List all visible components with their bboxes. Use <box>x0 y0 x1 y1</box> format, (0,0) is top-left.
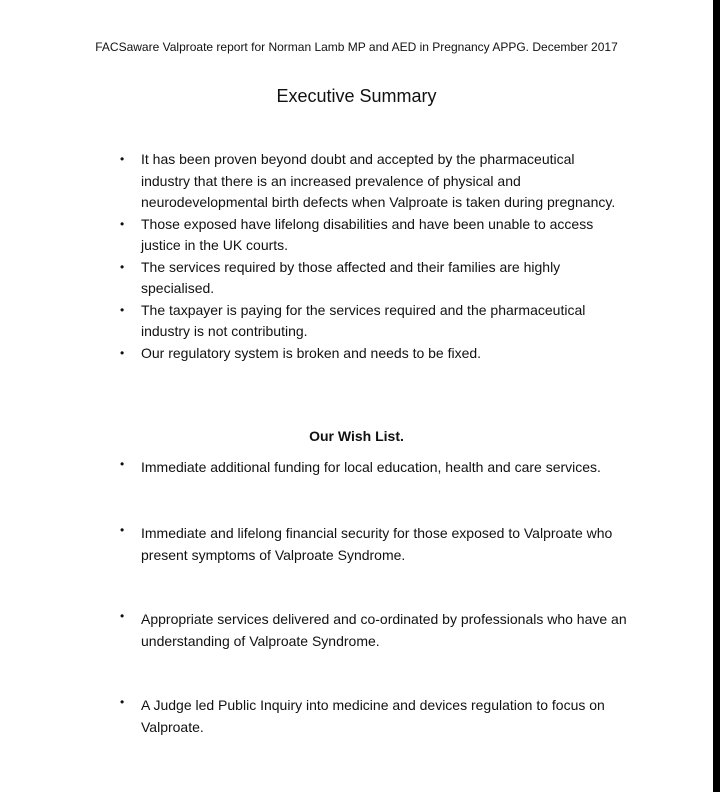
bullet-icon: • <box>120 523 125 537</box>
summary-text: Those exposed have lifelong disabilities and have been unable to access justice in the UK courts. <box>141 215 594 253</box>
bullet-icon: • <box>120 302 125 317</box>
summary-text: The services required by those affected and their families are highly specialised. <box>141 258 561 296</box>
wish-text: Immediate additional funding for local education, health and care services. <box>141 459 601 475</box>
summary-item <box>117 300 627 343</box>
summary-item <box>117 214 627 257</box>
wish-text: A Judge led Public Inquiry into medicine and devices regulation to focus on Valproate. <box>141 697 605 735</box>
page-title: Executive Summary <box>276 86 437 106</box>
wish-item <box>117 457 627 479</box>
summary-item <box>117 343 627 365</box>
summary-text: Our regulatory system is broken and needs to be fixed. <box>141 344 482 361</box>
wish-item <box>117 695 627 738</box>
summary-item <box>117 257 627 300</box>
bullet-icon: • <box>120 457 125 471</box>
bullet-icon: • <box>120 695 125 709</box>
summary-item <box>117 149 627 214</box>
bullet-icon: • <box>120 609 125 623</box>
summary-list <box>117 149 627 364</box>
wish-item <box>117 609 627 652</box>
page-header: FACSaware Valproate report for Norman Lamb MP and AED in Pregnancy APPG. December 2017 <box>95 40 618 54</box>
wish-item <box>117 523 627 566</box>
wish-list-heading: Our Wish List. <box>309 428 404 444</box>
wish-text: Immediate and lifelong financial security for those exposed to Valproate who present symptoms of Valproate Syndrome. <box>141 525 613 563</box>
summary-text: The taxpayer is paying for the services required and the pharmaceutical industry is not contributing. <box>141 301 586 339</box>
bullet-icon: • <box>120 152 125 166</box>
bullet-icon: • <box>120 259 125 274</box>
bullet-icon: • <box>120 345 125 360</box>
summary-text: It has been proven beyond doubt and accepted by the pharmaceutical industry that there is an increased prevalence of physical and neurodevelopmental birth defects when Valproate is taken during pregnancy. <box>141 151 616 210</box>
wish-text: Appropriate services delivered and co-ordinated by professionals who have an understanding of Valproate Syndrome. <box>141 611 627 649</box>
bullet-icon: • <box>120 216 125 231</box>
